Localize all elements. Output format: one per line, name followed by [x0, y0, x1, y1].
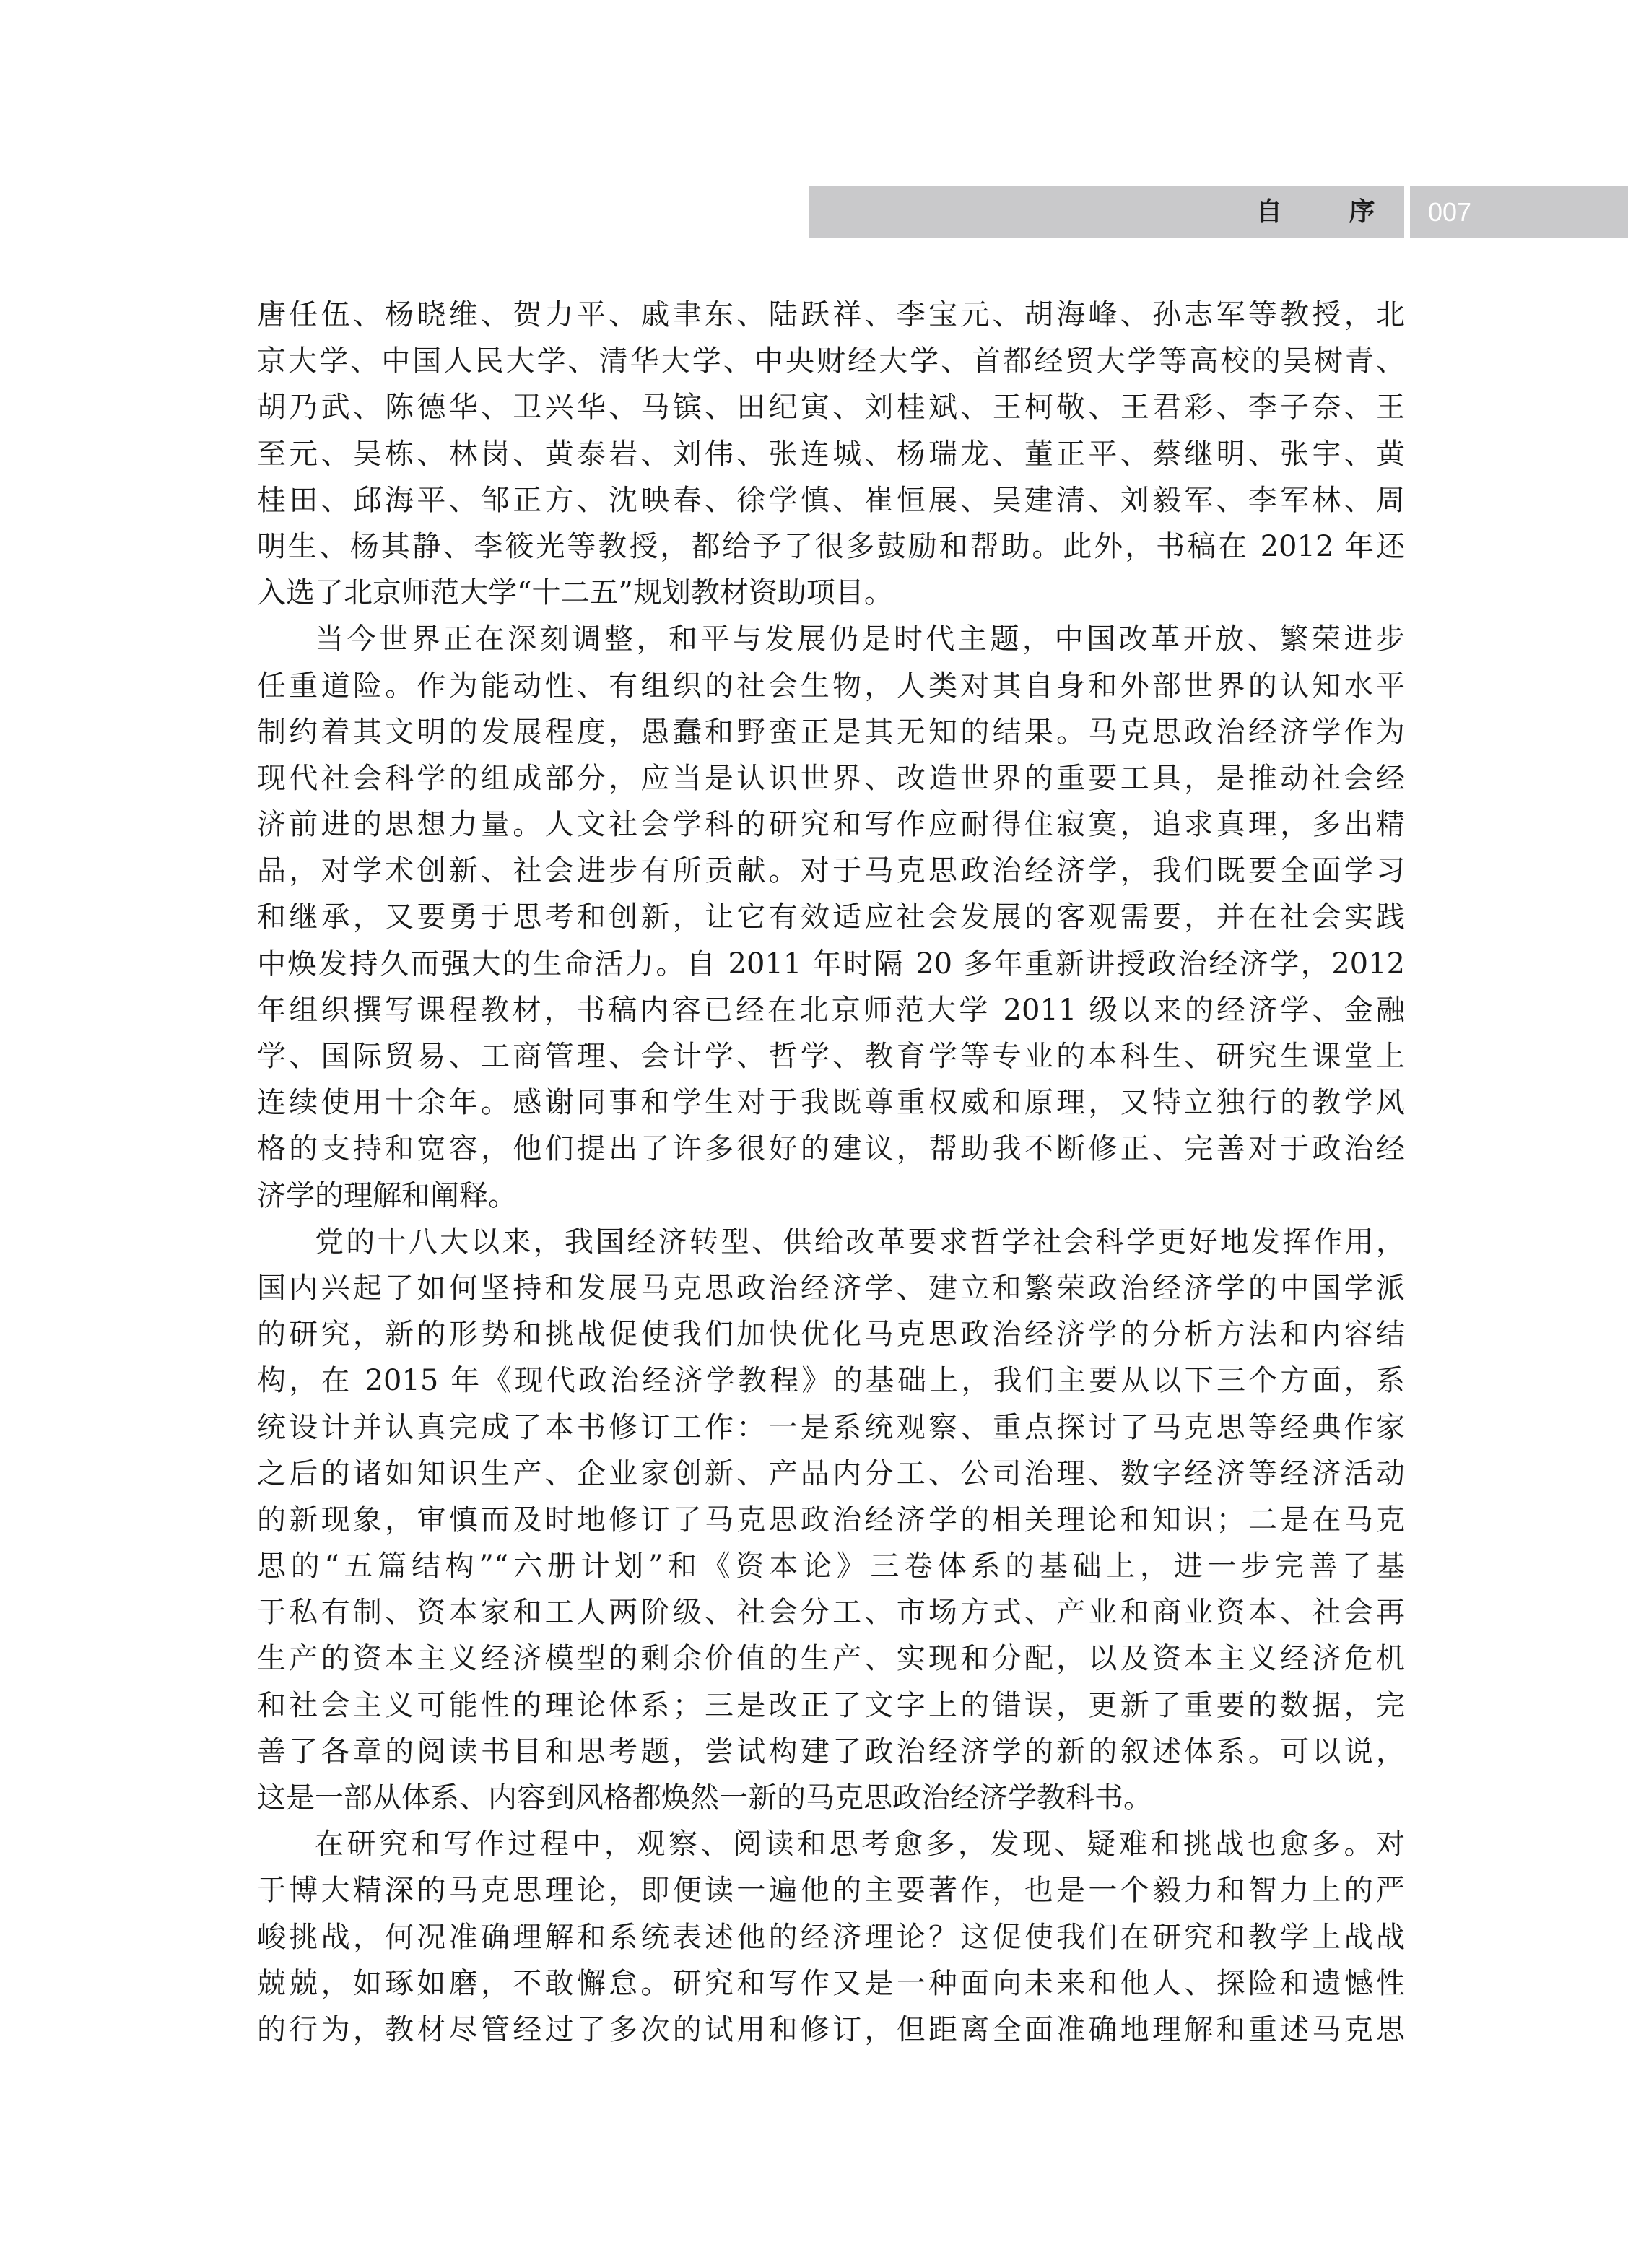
- text-line: 善了各章的阅读书目和思考题，尝试构建了政治经济学的新的叙述体系。可以说，: [257, 1734, 1405, 1768]
- text-line: 入选了北京师范大学“十二五”规划教材资助项目。: [257, 576, 893, 610]
- text-line: 任重道险。作为能动性、有组织的社会生物，人类对其自身和外部世界的认知水平: [257, 669, 1405, 703]
- text-line: 的新现象，审慎而及时地修订了马克思政治经济学的相关理论和知识；二是在马克: [257, 1503, 1405, 1537]
- text-line: 学、国际贸易、工商管理、会计学、哲学、教育学等专业的本科生、研究生课堂上: [257, 1040, 1405, 1073]
- text-line: 明生、杨其静、李筱光等教授，都给予了很多鼓励和帮助。此外，书稿在 2012 年还: [257, 529, 1405, 563]
- running-header-section-title: 自 序: [1256, 197, 1404, 227]
- text-line: 统设计并认真完成了本书修订工作：一是系统观察、重点探讨了马克思等经典作家: [257, 1410, 1405, 1444]
- text-line: 和社会主义可能性的理论体系；三是改正了文字上的错误，更新了重要的数据，完: [257, 1688, 1405, 1722]
- text-line: 的行为，教材尽管经过了多次的试用和修订，但距离全面准确地理解和重述马克思: [257, 2012, 1405, 2046]
- text-line: 京大学、中国人民大学、清华大学、中央财经大学、首都经贸大学等高校的吴树青、: [257, 344, 1405, 378]
- text-line: 格的支持和宽容，他们提出了许多很好的建议，帮助我不断修正、完善对于政治经: [257, 1132, 1405, 1166]
- text-line: 制约着其文明的发展程度，愚蠢和野蛮正是其无知的结果。马克思政治经济学作为: [257, 715, 1405, 749]
- text-line: 年组织撰写课程教材，书稿内容已经在北京师范大学 2011 级以来的经济学、金融: [257, 993, 1405, 1027]
- text-line: 国内兴起了如何坚持和发展马克思政治经济学、建立和繁荣政治经济学的中国学派: [257, 1271, 1405, 1305]
- text-line: 唐任伍、杨晓维、贺力平、戚聿东、陆跃祥、李宝元、胡海峰、孙志军等教授，北: [257, 298, 1405, 331]
- text-line: 党的十八大以来，我国经济转型、供给改革要求哲学社会科学更好地发挥作用，: [315, 1225, 1405, 1259]
- header-divider: [1404, 186, 1410, 238]
- text-line: 于博大精深的马克思理论，即便读一遍他的主要著作，也是一个毅力和智力上的严: [257, 1874, 1405, 1908]
- text-line: 之后的诸如知识生产、企业家创新、产品内分工、公司治理、数字经济等经济活动: [257, 1456, 1405, 1490]
- text-line: 的研究，新的形势和挑战促使我们加快优化马克思政治经济学的分析方法和内容结: [257, 1318, 1405, 1352]
- text-line: 济学的理解和阐释。: [257, 1178, 517, 1212]
- text-line: 当今世界正在深刻调整，和平与发展仍是时代主题，中国改革开放、繁荣进步: [315, 622, 1405, 656]
- text-line: 这是一部从体系、内容到风格都焕然一新的马克思政治经济学教科书。: [257, 1781, 1152, 1815]
- text-line: 兢兢，如琢如磨，不敢懈怠。研究和写作又是一种面向未来和他人、探险和遗憾性: [257, 1966, 1405, 2000]
- body-text: [257, 292, 1405, 2053]
- text-line: 连续使用十余年。感谢同事和学生对于我既尊重权威和原理，又特立独行的教学风: [257, 1086, 1405, 1120]
- text-line: 桂田、邱海平、邹正方、沈映春、徐学慎、崔恒展、吴建清、刘毅军、李军林、周: [257, 483, 1405, 517]
- text-line: 品，对学术创新、社会进步有所贡献。对于马克思政治经济学，我们既要全面学习: [257, 854, 1405, 888]
- text-line: 峻挑战，何况准确理解和系统表述他的经济理论？这促使我们在研究和教学上战战: [257, 1920, 1405, 1954]
- text-line: 于私有制、资本家和工人两阶级、社会分工、市场方式、产业和商业资本、社会再: [257, 1596, 1405, 1630]
- text-line: 至元、吴栋、林岗、黄泰岩、刘伟、张连城、杨瑞龙、董正平、蔡继明、张宇、黄: [257, 437, 1405, 471]
- text-line: 和继承，又要勇于思考和创新，让它有效适应社会发展的客观需要，并在社会实践: [257, 900, 1405, 934]
- text-line: 在研究和写作过程中，观察、阅读和思考愈多，发现、疑难和挑战也愈多。对: [315, 1828, 1405, 1861]
- text-line: 胡乃武、陈德华、卫兴华、马镔、田纪寅、刘桂斌、王柯敬、王君彩、李子奈、王: [257, 391, 1405, 425]
- text-line: 思的“五篇结构”“六册计划”和《资本论》三卷体系的基础上，进一步完善了基: [257, 1550, 1405, 1583]
- running-header-bar: [809, 186, 1628, 238]
- text-line: 济前进的思想力量。人文社会学科的研究和写作应耐得住寂寞，追求真理，多出精: [257, 808, 1405, 842]
- text-line: 生产的资本主义经济模型的剩余价值的生产、实现和分配，以及资本主义经济危机: [257, 1642, 1405, 1676]
- text-line: 构，在 2015 年《现代政治经济学教程》的基础上，我们主要从以下三个方面，系: [257, 1364, 1405, 1398]
- page-number: 007: [1428, 197, 1472, 227]
- text-line: 中焕发持久而强大的生命活力。自 2011 年时隔 20 多年重新讲授政治经济学，2012: [257, 947, 1405, 981]
- text-line: 现代社会科学的组成部分，应当是认识世界、改造世界的重要工具，是推动社会经: [257, 761, 1405, 795]
